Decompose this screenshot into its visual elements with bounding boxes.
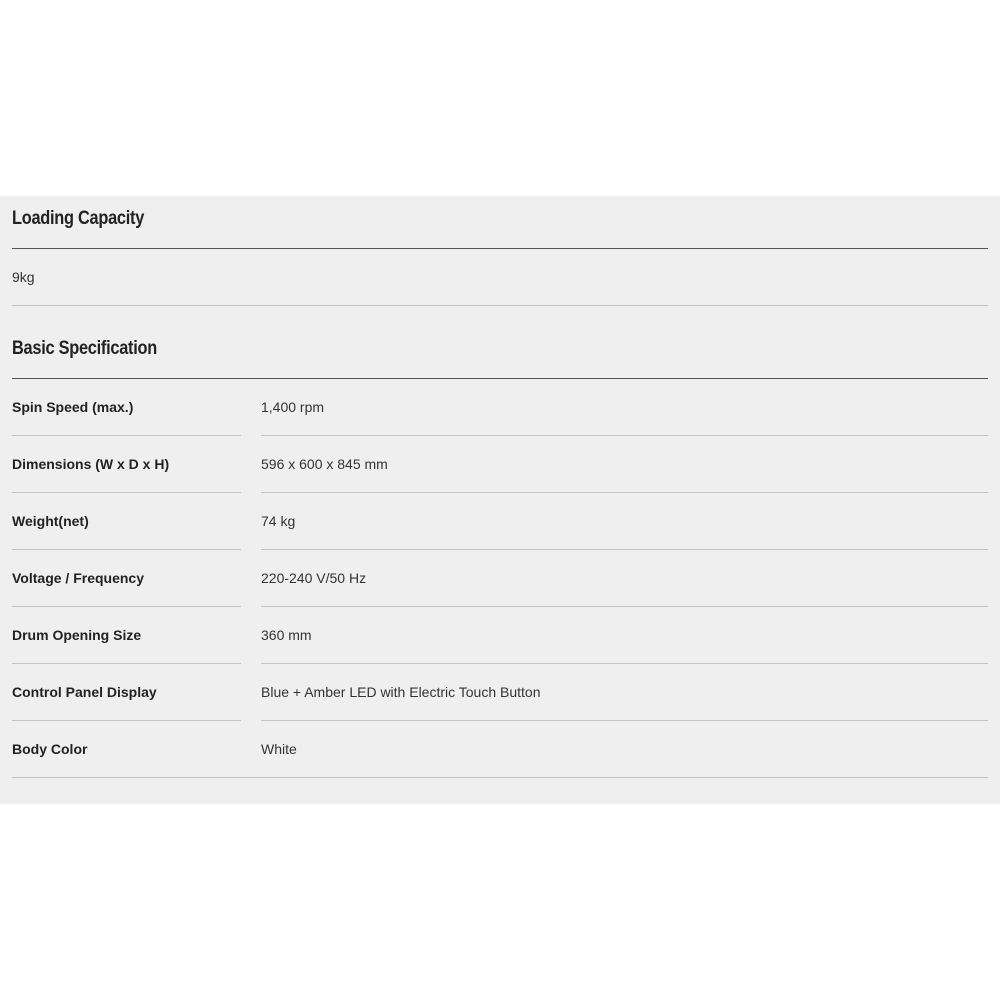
- row-divider: [261, 492, 988, 493]
- spec-value: White: [261, 741, 297, 757]
- spec-label: Spin Speed (max.): [12, 399, 134, 415]
- loading-capacity-value: 9kg: [12, 269, 35, 285]
- spec-label: Control Panel Display: [12, 684, 157, 700]
- row-divider: [261, 606, 988, 607]
- spec-value: 74 kg: [261, 513, 296, 529]
- row-divider: [12, 720, 241, 721]
- spec-value: 220-240 V/50 Hz: [261, 570, 367, 586]
- row-divider: [12, 492, 241, 493]
- row-divider: [261, 720, 988, 721]
- spec-panel: [0, 196, 1000, 804]
- spec-value: 596 x 600 x 845 mm: [261, 456, 388, 472]
- row-divider: [12, 777, 988, 778]
- row-divider: [12, 663, 241, 664]
- row-divider: [12, 435, 241, 436]
- row-divider: [261, 435, 988, 436]
- spec-label: Body Color: [12, 741, 88, 757]
- row-divider: [12, 305, 988, 306]
- spec-value: 360 mm: [261, 627, 312, 643]
- section-title-loading-capacity: Loading Capacity: [12, 208, 145, 229]
- section-title-basic-specification: Basic Specification: [12, 338, 157, 359]
- spec-label: Weight(net): [12, 513, 89, 529]
- spec-value: Blue + Amber LED with Electric Touch Button: [261, 684, 541, 700]
- spec-label: Voltage / Frequency: [12, 570, 144, 586]
- section-divider: [12, 378, 988, 379]
- section-divider: [12, 248, 988, 249]
- row-divider: [261, 549, 988, 550]
- row-divider: [12, 549, 241, 550]
- spec-label: Dimensions (W x D x H): [12, 456, 170, 472]
- row-divider: [261, 663, 988, 664]
- spec-value: 1,400 rpm: [261, 399, 325, 415]
- spec-label: Drum Opening Size: [12, 627, 142, 643]
- row-divider: [12, 606, 241, 607]
